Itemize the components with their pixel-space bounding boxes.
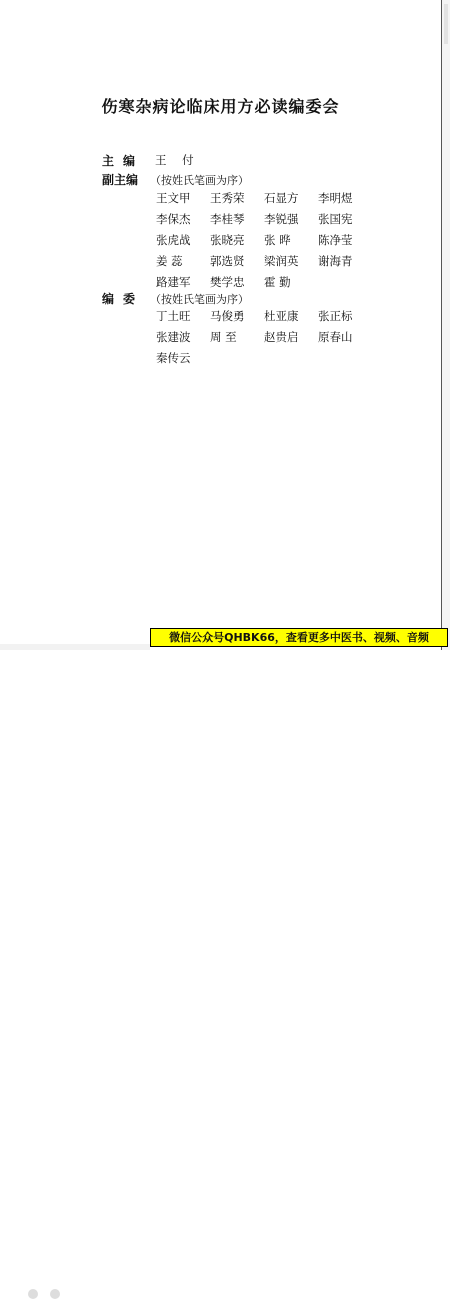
committee-member-name: 马俊勇	[210, 309, 245, 323]
deputy-editor-name: 石显方	[264, 191, 299, 205]
deputy-editor-list	[156, 189, 372, 292]
committee-member-name: 张正标	[318, 309, 353, 323]
deputy-editor-name: 王文甲	[156, 191, 191, 205]
committee-member-name: 秦传云	[156, 351, 191, 365]
deputy-editor-name: 李锐强	[264, 212, 299, 226]
committee-label: 编委	[102, 292, 145, 306]
deputy-editor-name: 陈净莹	[318, 233, 353, 247]
chief-editor-name: 王 付	[155, 153, 200, 167]
deputy-editor-name: 霍 勤	[264, 275, 291, 289]
bottom-toolbar	[0, 644, 150, 650]
committee-member-name: 丁土旺	[156, 309, 191, 323]
committee-member-name: 原春山	[318, 330, 353, 344]
committee-member-name: 杜亚康	[264, 309, 299, 323]
committee-order-note: （按姓氏笔画为序）	[150, 293, 249, 306]
committee-member-name: 张建波	[156, 330, 191, 344]
circle-icon	[28, 1289, 38, 1299]
deputy-editor-name: 姜 蕊	[156, 254, 183, 268]
deputy-editor-label: 副主编	[102, 173, 139, 187]
watermark-banner: 微信公众号QHBK66，查看更多中医书、视频、音频	[150, 628, 448, 647]
deputy-order-note: （按姓氏笔画为序）	[150, 174, 249, 187]
deputy-editor-name: 张晓亮	[210, 233, 245, 247]
vertical-scrollbar[interactable]	[441, 0, 450, 650]
scrollbar-thumb[interactable]	[444, 4, 448, 44]
document-title: 伤寒杂病论临床用方必读编委会	[101, 97, 340, 116]
deputy-editor-name: 张 晔	[264, 233, 291, 247]
deputy-editor-name: 李桂琴	[210, 212, 245, 226]
deputy-editor-name: 李保杰	[156, 212, 191, 226]
committee-member-name: 周 至	[210, 330, 237, 344]
deputy-editor-name: 梁润英	[264, 254, 299, 268]
deputy-editor-name: 张国宪	[318, 212, 353, 226]
deputy-editor-name: 谢海青	[318, 254, 353, 268]
chief-editor-label: 主编	[102, 154, 145, 168]
document-page	[0, 0, 441, 650]
deputy-editor-name: 樊学忠	[210, 275, 245, 289]
circle-icon	[50, 1289, 60, 1299]
committee-list	[156, 307, 372, 368]
deputy-editor-name: 路建军	[156, 275, 191, 289]
deputy-editor-name: 郭选贤	[210, 254, 245, 268]
deputy-editor-name: 王秀荣	[210, 191, 245, 205]
committee-member-name: 赵贵启	[264, 330, 299, 344]
deputy-editor-name: 张虎战	[156, 233, 191, 247]
deputy-editor-name: 李明煜	[318, 191, 353, 205]
